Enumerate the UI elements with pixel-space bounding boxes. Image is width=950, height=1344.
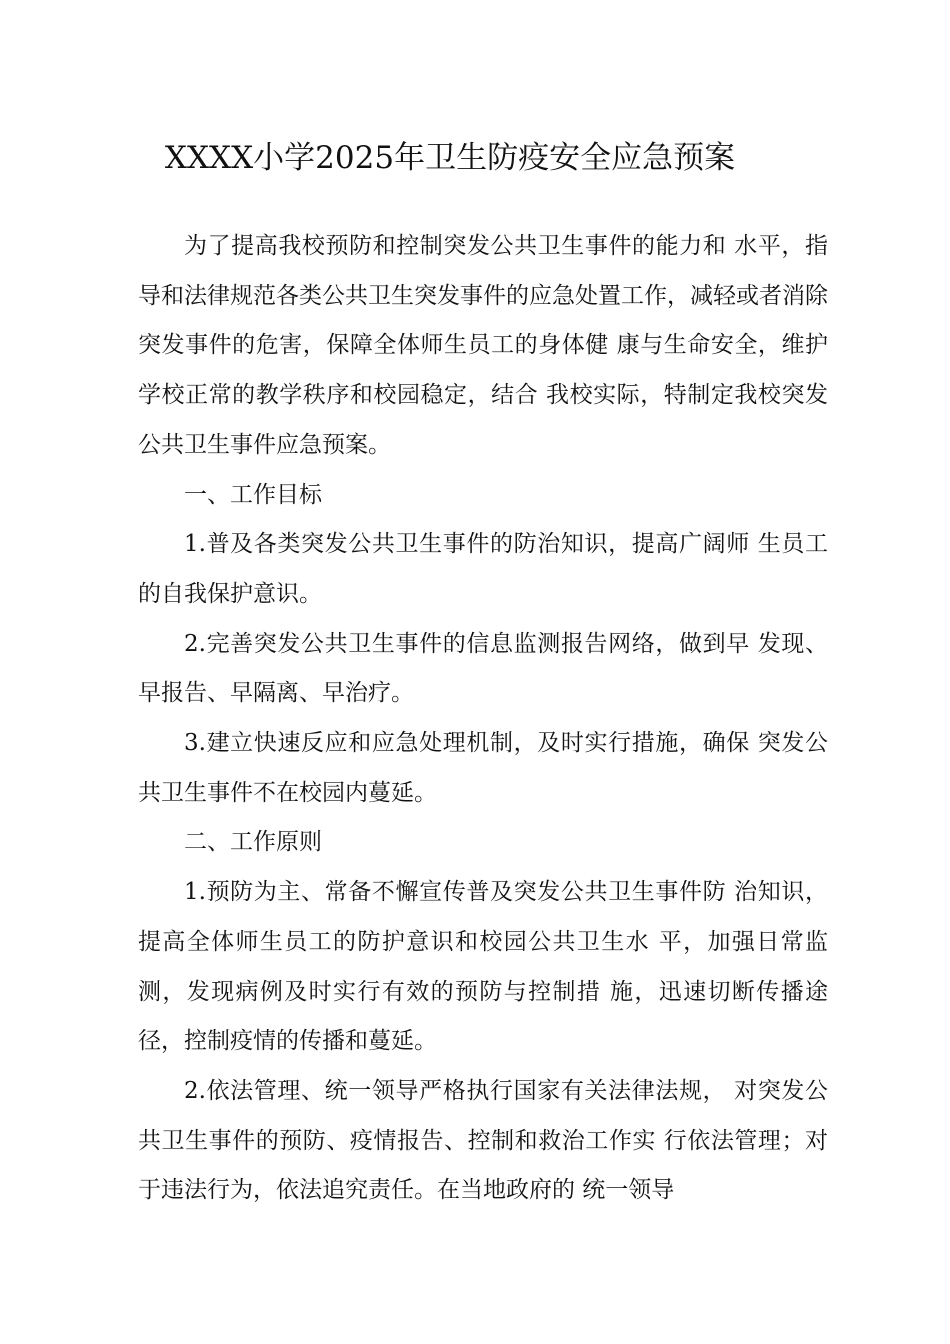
document-title: XXXX小学2025年卫生防疫安全应急预案: [164, 140, 736, 176]
paragraph-intro: 为了提高我校预防和控制突发公共卫生事件的能力和 水平，指导和法律规范各类公共卫生突发事件的应急处置工作，减轻或者消除突发事件的危害，保障全体师生员工的身体健 康与生命安全，维护学校正常的教学秩序和校园稳定，结合 我校实际，特制定我校突发公共卫生事件应急预案。: [138, 233, 828, 458]
paragraph-goal-2: 2.完善突发公共卫生事件的信息监测报告网络，做到早 发现、早报告、早隔离、早治疗。: [138, 630, 828, 707]
paragraph-principle-2: 2.依法管理、统一领导严格执行国家有关法律法规， 对突发公共卫生事件的预防、疫情报告、控制和救治工作实 行依法管理；对于违法行为，依法追究责任。在当地政府的 统一领导: [138, 1077, 828, 1204]
document-body: [138, 222, 828, 1216]
paragraph-goal-1: 1.普及各类突发公共卫生事件的防治知识，提高广阔师 生员工的自我保护意识。: [138, 531, 828, 607]
section-heading-goals: 一、工作目标: [184, 481, 322, 508]
paragraph-principle-1: 1.预防为主、常备不懈宣传普及突发公共卫生事件防 治知识，提高全体师生员工的防护意识和校园公共卫生水 平，加强日常监测，发现病例及时实行有效的预防与控制措 施，迅速切断传播途径，控制疫情的传播和蔓延。: [138, 879, 828, 1055]
section-heading-principles: 二、工作原则: [184, 829, 322, 856]
paragraph-goal-3: 3.建立快速反应和应急处理机制，及时实行措施，确保 突发公共卫生事件不在校园内蔓延。: [138, 730, 828, 806]
